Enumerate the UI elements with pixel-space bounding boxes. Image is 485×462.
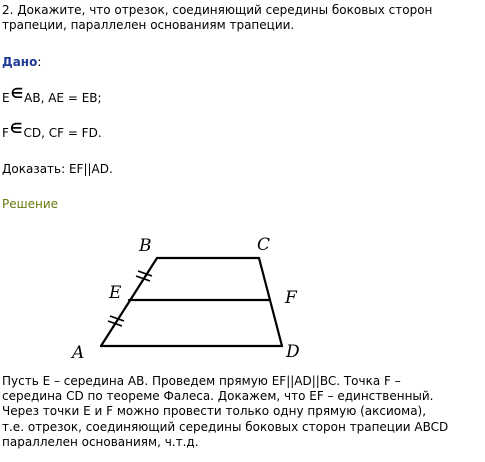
proof-line-1: Пусть E – середина AB. Проведем прямую EF||AD||BC. Точка F – xyxy=(2,374,401,388)
element-of-symbol: ∈ xyxy=(9,121,23,137)
given-colon: : xyxy=(37,55,42,69)
vertex-label-b: B xyxy=(139,236,152,256)
point-label-e: E xyxy=(109,283,122,303)
given-e-letter: E xyxy=(2,91,10,105)
proof-line-4: т.е. отрезок, соединяющий середины боковых сторон трапеции ABCD xyxy=(2,419,449,434)
given-f-rest: CD, CF = FD. xyxy=(23,126,102,140)
given-e-rest: AB, AE = EB; xyxy=(24,91,102,105)
given-label: Дано xyxy=(2,55,38,69)
solution-label: Решение xyxy=(2,197,59,211)
prove-statement: Доказать: EF||AD. xyxy=(2,162,113,176)
vertex-label-d: D xyxy=(286,342,300,362)
problem-line-1: 2. Докажите, что отрезок, соединяющий середины боковых сторон xyxy=(2,3,433,17)
proof-line-5: параллелен основаниям, ч.т.д. xyxy=(2,434,199,449)
point-label-f: F xyxy=(285,288,297,308)
vertex-label-a: A xyxy=(72,343,85,363)
proof-line-2: середина CD по теореме Фалеса. Докажем, что EF – единственный. xyxy=(2,389,434,404)
proof-paragraph xyxy=(2,374,484,450)
side-cd xyxy=(259,258,282,346)
given-f-letter: F xyxy=(2,126,9,140)
element-of-symbol: ∈ xyxy=(10,86,24,102)
proof-line-3: Через точки E и F можно провести только одну прямую (аксиома), xyxy=(2,404,427,419)
problem-line-2: трапеции, параллелен основаниям трапеции. xyxy=(2,18,295,32)
vertex-label-c: C xyxy=(257,235,271,255)
tick-marks-be xyxy=(136,271,152,281)
